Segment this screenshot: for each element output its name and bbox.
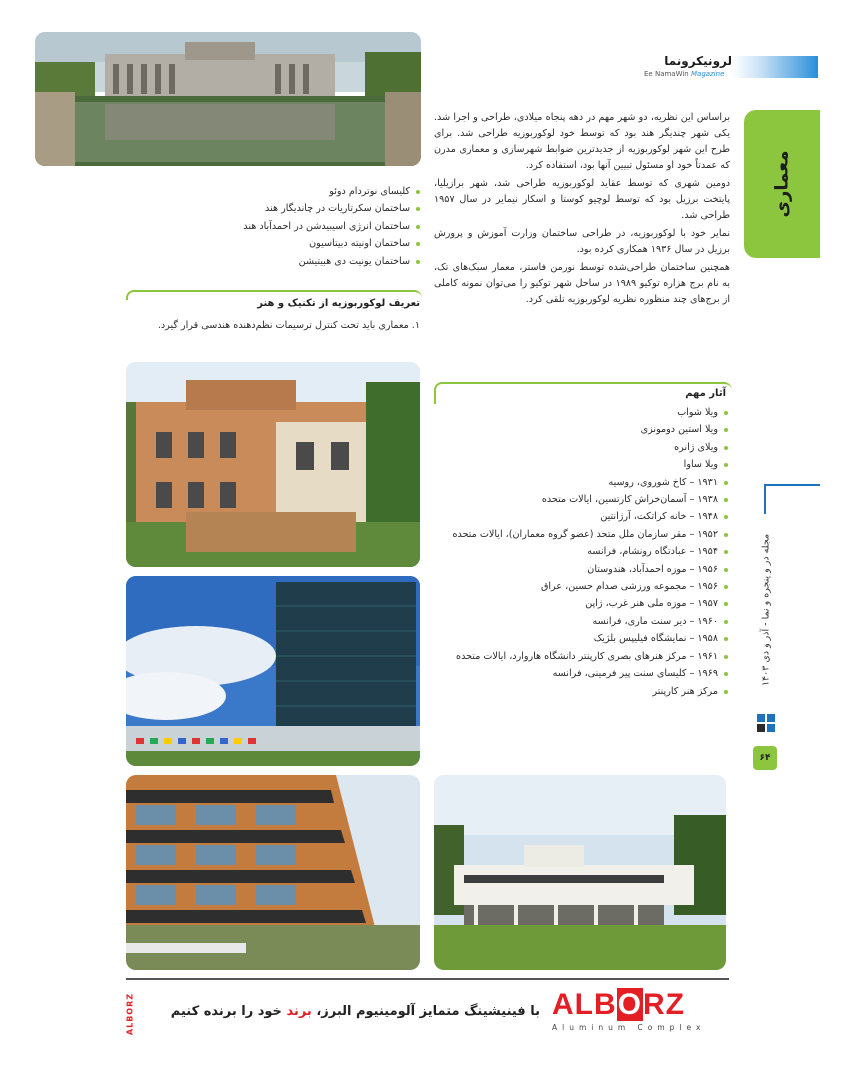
photo-villa-savoye (434, 775, 726, 970)
issue-info-text: مجله در و پنجره و نما - آذر و دی ۱۴۰۳ (760, 533, 772, 687)
list-item: ۱۹۴۸ – خانه کراتکت، آرژانتین (434, 508, 728, 525)
works-list (434, 404, 728, 700)
alborz-logo (552, 990, 730, 1036)
list-item: ۱۹۵۴ – عبادتگاه رونشام، فرانسه (434, 543, 728, 560)
logo-brand-en (644, 70, 724, 78)
intro-paragraph-2: دومین شهری که توسط عقاید لوکوربوزیه طراحی شد، شهر برازیلیا، پایتخت برزیل بود که توسط لوچیو کوستا و اسکار نیمایر در سال ۱۹۵۷ طراحی شد. (434, 178, 730, 221)
ad-slogan-before: با فینیشینگ متمایز آلومینیوم البرز، (316, 1004, 540, 1019)
page-number-box (753, 746, 777, 770)
alborz-wordmark-part1: ALB (552, 988, 617, 1021)
magazine-mini-icon (755, 712, 777, 734)
list-item: ویلا ساوا (434, 456, 728, 473)
list-item: ۱۹۳۸ – آسمان‌خراش کارتسین، ایالات متحده (434, 491, 728, 508)
intro-paragraph-1: براساس این نظریه، دو شهر مهم در دهه پنجاه میلادی، طراحی و اجرا شد. یکی شهر چندیگر هند بود که توسط خود لوکوربوزیه طراحی شد. برای طرح این شهر لوکوربوزیه از جدیدترین ضوابط شهرسازی و معماری مدرن که عمدتاً خود او مسئول تبیین آنها بود، استفاده کرد. (434, 112, 730, 171)
list-item: ساختمان یونیت دی هبیتیشن (126, 253, 420, 270)
photo-apartment-block (126, 775, 420, 970)
section-tab-label: معماری (771, 150, 793, 218)
intro-paragraph-4: همچنین ساختمان طراحی‌شده توسط نورمن فاستر، معمار سبک‌های تک، به نام برج هزاره توکیو ۱۹۸۹ در ساحل شهر توکیو را می‌توان نمونه کاملی از برج‌های چند منظوره نظریه لوکوربوزیه تلقی کرد. (434, 262, 730, 305)
list-item: ساختمان انرژی اسیبیدشن در احمدآباد هند (126, 218, 420, 235)
list-item: ویلا شواب (434, 404, 728, 421)
alborz-wordmark-part3: RZ (643, 988, 685, 1021)
photo-chandigarh-assembly (35, 32, 421, 166)
list-item: ۱۹۵۷ – موزه ملی هنر غرب، ژاپن (434, 595, 728, 612)
alborz-wordmark (552, 990, 730, 1020)
intro-paragraph-3: نمایر خود با لوکوربوزیه، در طراحی ساختمان وزارت آموزش و پرورش برزیل در سال ۱۹۳۶ همکاری کرده بود. (434, 228, 730, 255)
logo-bar-graphic (732, 56, 818, 78)
intro-text (434, 110, 730, 310)
list-item: ۱۹۶۹ – کلیسای سنت پیر فرمینی، فرانسه (434, 665, 728, 682)
logo-brand-fa: لرونیکرو‌نما (664, 54, 732, 68)
list-item: کلیسای نوتردام دوئو (126, 183, 420, 200)
list-item: ۱۹۵۲ – مقر سازمان ملل متحد (عضو گروه معماران)، ایالات متحده (434, 526, 728, 543)
list-item: ویلا استین دومونزی (434, 421, 728, 438)
works-heading: آثار مهم (685, 388, 726, 399)
issue-info-line (764, 484, 820, 486)
list-item: مرکز هنر کارپنتر (434, 683, 728, 700)
list-item: ۱۹۳۱ – کاخ شوروی، روسیه (434, 474, 728, 491)
ad-slogan-highlight: برند (286, 1004, 312, 1019)
logo-brand-en-text: Ee NamaWin (644, 70, 689, 78)
ad-vertical-brand: ALBORZ (125, 992, 135, 1036)
list-item: ساختمان اونیته دبیتاسیون (126, 235, 420, 252)
list-item: ۱۹۶۰ – دیر سنت ماری، فرانسه (434, 613, 728, 630)
list-item: ۱۹۶۱ – مرکز هنرهای بصری کارپنتر دانشگاه هاروارد، ایالات متحده (434, 648, 728, 665)
alborz-subtitle: Aluminum Complex (552, 1023, 706, 1032)
issue-info-rule (764, 484, 766, 514)
footer-rule (126, 978, 729, 980)
photo-villa (126, 362, 420, 567)
magazine-logo (640, 54, 820, 82)
left-works-list (126, 183, 420, 270)
alborz-wordmark-part2: O (617, 988, 642, 1021)
ad-slogan-after: خود را برنده کنیم (170, 1004, 282, 1019)
list-item: ۱۹۵۸ – نمایشگاه فیلیپس بلژیک (434, 630, 728, 647)
list-item: ساختمان سکرتاریات در چاندیگار هند (126, 200, 420, 217)
photo-un-headquarters (126, 576, 420, 766)
definition-text: ۱. معماری باید تحت کنترل ترسیمات نظم‌دهنده هندسی قرار گیرد. (157, 320, 420, 331)
page-number: ۶۴ (759, 753, 771, 763)
list-item: ویلای ژانره (434, 439, 728, 456)
definition-heading: تعریف لوکوربوزیه از تکنیک و هنر (257, 298, 420, 309)
logo-tag-en: Magazine (690, 70, 725, 78)
list-item: ۱۹۵۶ – مجموعه ورزشی صدام حسین، عراق (434, 578, 728, 595)
list-item: ۱۹۵۶ – موزه احمدآباد، هندوستان (434, 561, 728, 578)
ad-slogan (160, 1004, 540, 1019)
section-tab (744, 110, 820, 258)
